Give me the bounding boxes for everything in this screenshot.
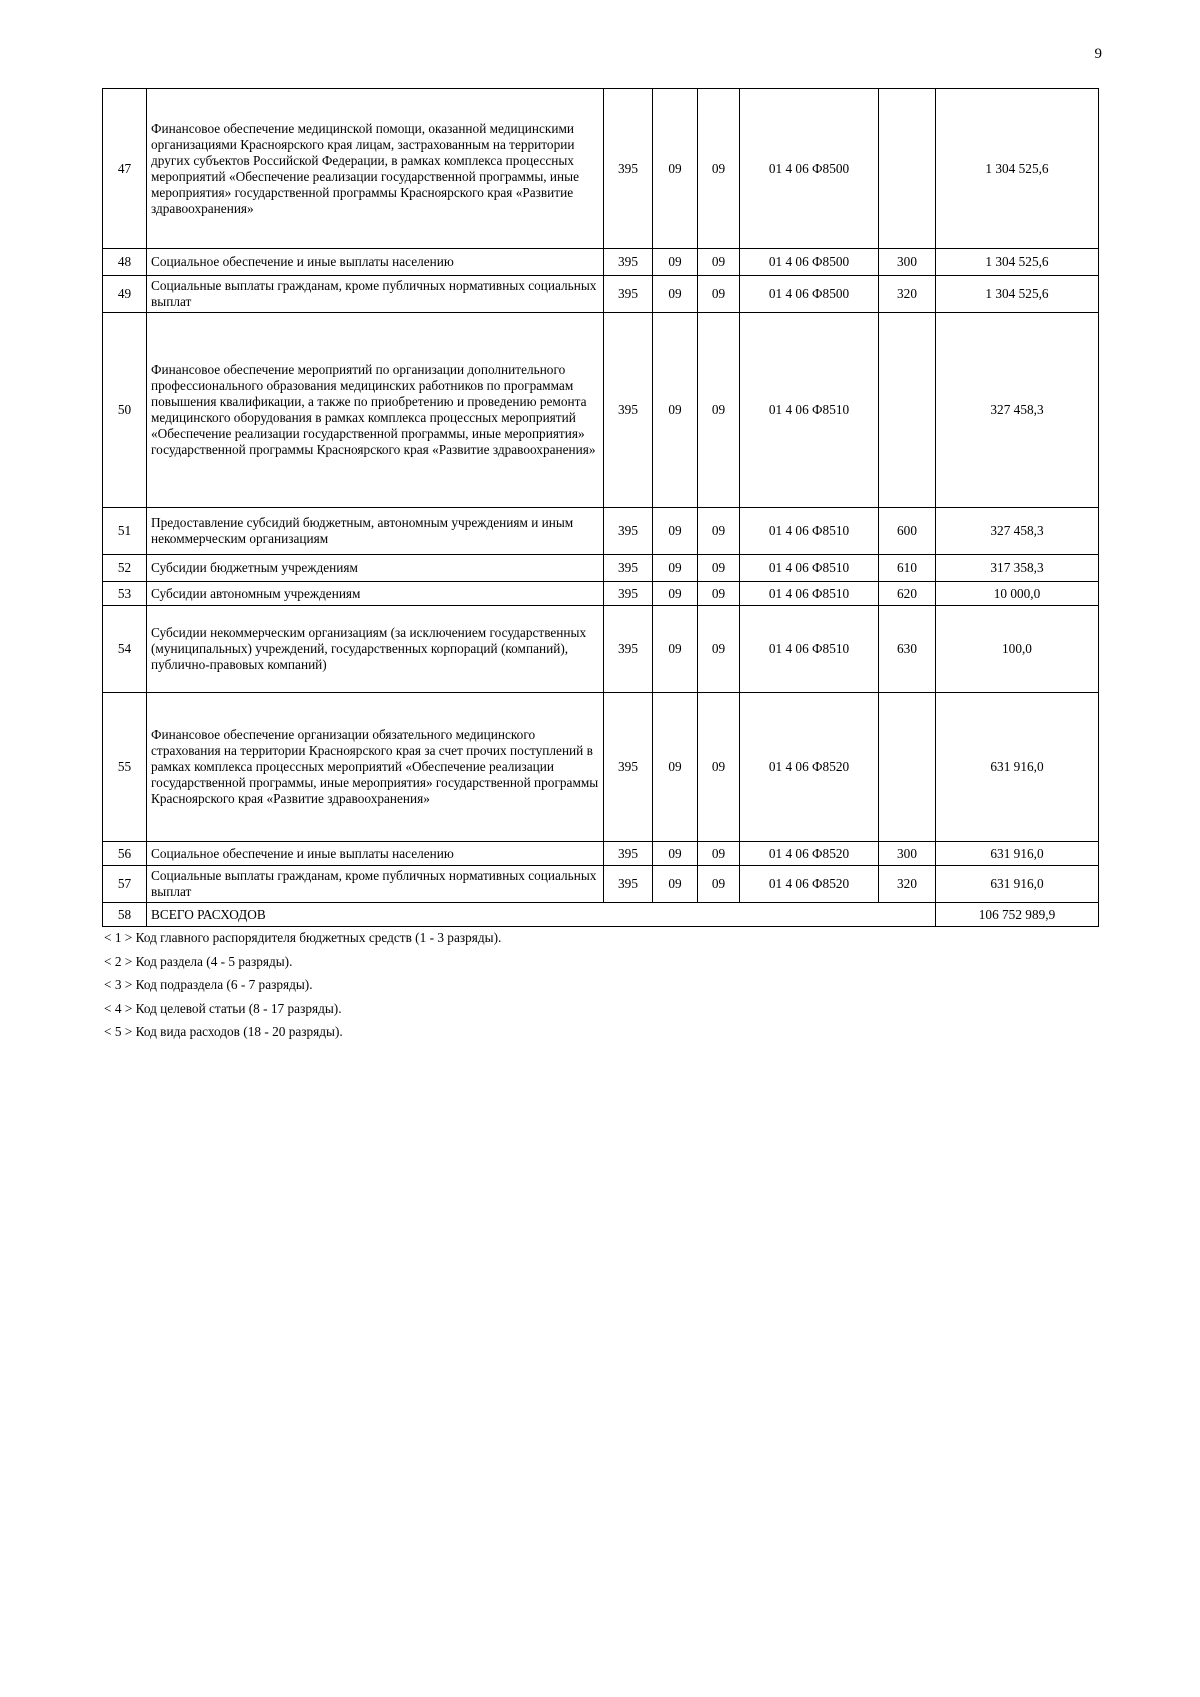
row-number-cell: 55 <box>103 693 147 842</box>
grbs-code-cell: 395 <box>604 508 653 555</box>
target-article-cell: 01 4 06 Ф8500 <box>740 89 879 249</box>
row-description-cell: Социальные выплаты гражданам, кроме публичных нормативных социальных выплат <box>147 276 604 313</box>
row-description-cell: Социальное обеспечение и иные выплаты населению <box>147 249 604 276</box>
row-number-cell: 49 <box>103 276 147 313</box>
table-row <box>103 249 1099 276</box>
amount-cell: 1 304 525,6 <box>936 249 1099 276</box>
subsection-code-cell: 09 <box>698 249 740 276</box>
expense-type-cell <box>879 89 936 249</box>
subsection-code-cell: 09 <box>698 508 740 555</box>
amount-cell: 631 916,0 <box>936 842 1099 866</box>
amount-cell: 1 304 525,6 <box>936 89 1099 249</box>
row-description-cell: Социальное обеспечение и иные выплаты населению <box>147 842 604 866</box>
grbs-code-cell: 395 <box>604 606 653 693</box>
section-code-cell: 09 <box>653 313 698 508</box>
footnote: < 3 > Код подраздела (6 - 7 разряды). <box>104 977 313 992</box>
row-number-cell: 56 <box>103 842 147 866</box>
section-code-cell: 09 <box>653 249 698 276</box>
amount-cell: 631 916,0 <box>936 693 1099 842</box>
table-row <box>103 606 1099 693</box>
table-row <box>103 89 1099 249</box>
footnote: < 1 > Код главного распорядителя бюджетных средств (1 - 3 разряды). <box>104 930 502 945</box>
section-code-cell: 09 <box>653 508 698 555</box>
target-article-cell: 01 4 06 Ф8520 <box>740 693 879 842</box>
section-code-cell: 09 <box>653 693 698 842</box>
expense-type-cell: 630 <box>879 606 936 693</box>
table-row <box>103 313 1099 508</box>
grbs-code-cell: 395 <box>604 582 653 606</box>
target-article-cell: 01 4 06 Ф8510 <box>740 606 879 693</box>
row-number-cell: 53 <box>103 582 147 606</box>
amount-cell: 327 458,3 <box>936 313 1099 508</box>
expense-type-cell <box>879 313 936 508</box>
table-row <box>103 693 1099 842</box>
budget-table-body <box>103 89 1099 927</box>
subsection-code-cell: 09 <box>698 693 740 842</box>
footnotes <box>104 926 501 1044</box>
expense-type-cell: 320 <box>879 866 936 903</box>
section-code-cell: 09 <box>653 555 698 582</box>
amount-cell: 1 304 525,6 <box>936 276 1099 313</box>
subsection-code-cell: 09 <box>698 866 740 903</box>
table-row <box>103 842 1099 866</box>
grbs-code-cell: 395 <box>604 693 653 842</box>
footnote: < 2 > Код раздела (4 - 5 разряды). <box>104 953 293 969</box>
table-row <box>103 866 1099 903</box>
section-code-cell: 09 <box>653 606 698 693</box>
grbs-code-cell: 395 <box>604 313 653 508</box>
section-code-cell: 09 <box>653 842 698 866</box>
amount-cell: 327 458,3 <box>936 508 1099 555</box>
grbs-code-cell: 395 <box>604 842 653 866</box>
expense-type-cell: 300 <box>879 842 936 866</box>
grbs-code-cell: 395 <box>604 866 653 903</box>
section-code-cell: 09 <box>653 89 698 249</box>
row-description-cell: Субсидии бюджетным учреждениям <box>147 555 604 582</box>
budget-table <box>102 88 1099 927</box>
table-row <box>103 276 1099 313</box>
subsection-code-cell: 09 <box>698 555 740 582</box>
expense-type-cell: 600 <box>879 508 936 555</box>
row-description-cell: Субсидии автономным учреждениям <box>147 582 604 606</box>
expense-type-cell: 610 <box>879 555 936 582</box>
footnote: < 4 > Код целевой статьи (8 - 17 разряды). <box>104 1000 342 1016</box>
row-description-cell: Социальные выплаты гражданам, кроме публичных нормативных социальных выплат <box>147 866 604 903</box>
target-article-cell: 01 4 06 Ф8500 <box>740 249 879 276</box>
grbs-code-cell: 395 <box>604 249 653 276</box>
grbs-code-cell: 395 <box>604 276 653 313</box>
total-row <box>103 903 1099 927</box>
target-article-cell: 01 4 06 Ф8520 <box>740 842 879 866</box>
table-row <box>103 555 1099 582</box>
total-amount: 106 752 989,9 <box>936 903 1099 927</box>
row-number-cell: 54 <box>103 606 147 693</box>
row-description-cell: Субсидии некоммерческим организациям (за исключением государственных (муниципальных) учреждений, государственных корпораций (компаний), публично-правовых компаний) <box>147 606 604 693</box>
section-code-cell: 09 <box>653 276 698 313</box>
row-number-cell: 51 <box>103 508 147 555</box>
total-label: ВСЕГО РАСХОДОВ <box>147 903 936 927</box>
target-article-cell: 01 4 06 Ф8500 <box>740 276 879 313</box>
row-number-cell: 50 <box>103 313 147 508</box>
subsection-code-cell: 09 <box>698 582 740 606</box>
footnote: < 5 > Код вида расходов (18 - 20 разряды). <box>104 1024 343 1039</box>
section-code-cell: 09 <box>653 866 698 903</box>
row-description-cell: Финансовое обеспечение мероприятий по организации дополнительного профессионального образования медицинских работников по программам повышения квалификации, а также по приобретению и проведению ремонта медицинского оборудования в рамках комплекса процессных мероприятий «Обеспечение реализации государственной программы, иные мероприятия» государственной программы Красноярского края «Развитие здравоохранения» <box>147 313 604 508</box>
table-row <box>103 508 1099 555</box>
amount-cell: 10 000,0 <box>936 582 1099 606</box>
section-code-cell: 09 <box>653 582 698 606</box>
subsection-code-cell: 09 <box>698 842 740 866</box>
expense-type-cell: 300 <box>879 249 936 276</box>
target-article-cell: 01 4 06 Ф8510 <box>740 313 879 508</box>
subsection-code-cell: 09 <box>698 313 740 508</box>
row-number-cell: 47 <box>103 89 147 249</box>
grbs-code-cell: 395 <box>604 89 653 249</box>
amount-cell: 100,0 <box>936 606 1099 693</box>
row-number-cell: 58 <box>103 903 147 927</box>
table-row <box>103 582 1099 606</box>
amount-cell: 317 358,3 <box>936 555 1099 582</box>
row-description-cell: Финансовое обеспечение медицинской помощи, оказанной медицинскими организациями Красноярского края лицам, застрахованным на территории других субъектов Российской Федерации, в рамках комплекса процессных мероприятий «Обеспечение реализации государственной программы, иные мероприятия» государственной программы Красноярского края «Развитие здравоохранения» <box>147 89 604 249</box>
target-article-cell: 01 4 06 Ф8510 <box>740 555 879 582</box>
row-description-cell: Предоставление субсидий бюджетным, автономным учреждениям и иным некоммерческим организациям <box>147 508 604 555</box>
page-number: 9 <box>1094 46 1102 62</box>
row-number-cell: 48 <box>103 249 147 276</box>
row-description-cell: Финансовое обеспечение организации обязательного медицинского страхования на территории Красноярского края за счет прочих поступлений в рамках комплекса процессных мероприятий «Обеспечение реализации государственной программы, иные мероприятия» государственной программы Красноярского края «Развитие здравоохранения» <box>147 693 604 842</box>
subsection-code-cell: 09 <box>698 606 740 693</box>
target-article-cell: 01 4 06 Ф8510 <box>740 582 879 606</box>
expense-type-cell: 620 <box>879 582 936 606</box>
expense-type-cell: 320 <box>879 276 936 313</box>
subsection-code-cell: 09 <box>698 89 740 249</box>
row-number-cell: 57 <box>103 866 147 903</box>
grbs-code-cell: 395 <box>604 555 653 582</box>
target-article-cell: 01 4 06 Ф8510 <box>740 508 879 555</box>
row-number-cell: 52 <box>103 555 147 582</box>
subsection-code-cell: 09 <box>698 276 740 313</box>
amount-cell: 631 916,0 <box>936 866 1099 903</box>
expense-type-cell <box>879 693 936 842</box>
target-article-cell: 01 4 06 Ф8520 <box>740 866 879 903</box>
